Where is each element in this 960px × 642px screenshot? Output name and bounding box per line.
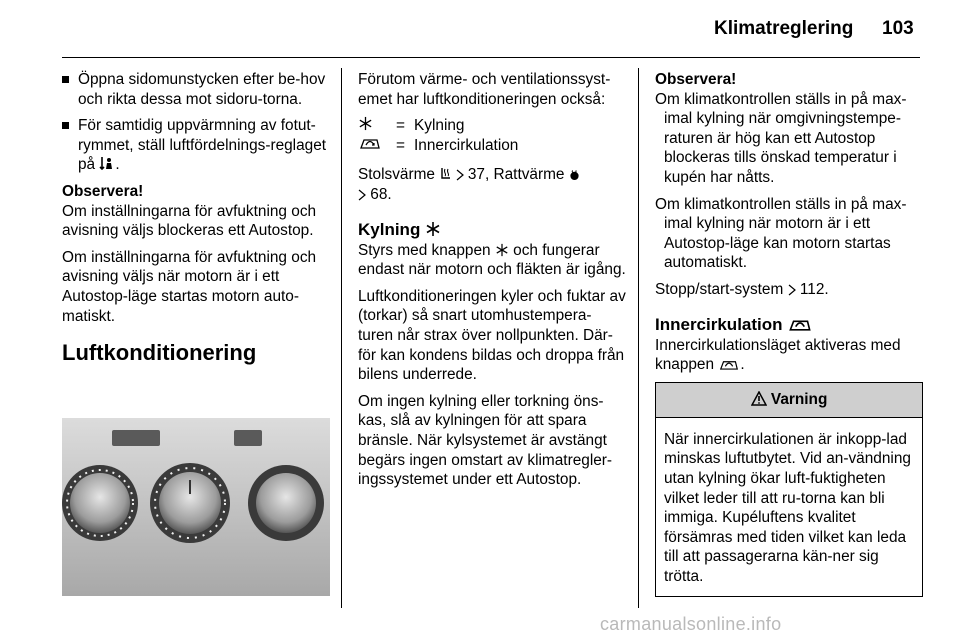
warning-header: [656, 383, 922, 418]
rear-defrost-button: [234, 430, 262, 446]
symbol-definitions: [358, 116, 626, 155]
recirculation-icon: [787, 317, 813, 332]
note-title: Observera!: [62, 182, 144, 200]
steering-wheel-heating-icon: [569, 169, 580, 181]
climate-control-photo: [62, 378, 330, 596]
xref-text: 37, Rattvärme: [467, 166, 565, 184]
heading-text: Innercirkulation: [655, 314, 783, 334]
air-distribution-knob: [256, 473, 316, 533]
header-rule: [62, 57, 920, 58]
intro-paragraph: Förutom värme- och ventilationssyst-emet har luftkonditioneringen också:: [358, 71, 611, 108]
right-column: [655, 70, 923, 597]
column-divider: [341, 68, 342, 608]
paragraph-text: och fungerar endast när motorn och fläkten är igång.: [358, 241, 626, 279]
note-title: Observera!: [655, 71, 737, 88]
snowflake-icon: [425, 221, 441, 237]
cross-reference: [655, 280, 923, 300]
note-paragraph: Om klimatkontrollen ställs in på max-imal kylning när motorn är i ett Autostop-läge kan motorn startas automatiskt.: [655, 195, 907, 272]
snowflake-icon: [495, 243, 509, 257]
page-header: [0, 0, 960, 50]
list-item: [62, 116, 330, 175]
innercirkulation-paragraph: [655, 336, 923, 375]
seat-heating-icon: [439, 167, 451, 181]
definition-label: Kylning: [414, 117, 465, 135]
bullet-square: [62, 122, 69, 129]
punctuation: .: [740, 356, 745, 374]
paragraph-text: Styrs med knappen: [358, 241, 491, 259]
xref-text: 112.: [799, 280, 829, 298]
page-reference-icon: [358, 189, 366, 201]
kylning-heading: [358, 219, 626, 241]
equals-sign: =: [396, 117, 405, 135]
snowflake-icon: [358, 116, 396, 136]
watermark: carmanualsonline.info: [600, 614, 782, 634]
kylning-paragraph: Om ingen kylning eller torkning öns-kas, slå av kylningen för att spara bränsle. När kylsystemet är avstängt begärs ingen omstart av klimatregler-ingssystemet under ett Autostop.: [358, 392, 613, 489]
kylning-paragraph: [358, 241, 626, 280]
warning-box: [655, 382, 923, 598]
recirculation-icon: [358, 136, 396, 156]
page-reference-icon: [456, 169, 464, 181]
punctuation: .: [115, 156, 120, 174]
column-divider: [638, 68, 639, 608]
page-number: 103: [882, 18, 914, 39]
list-item: [62, 70, 330, 109]
page-reference-icon: [788, 284, 796, 296]
note-paragraph: Om inställningarna för avfuktning och avisning väljs när motorn är i ett Autostop-läge startas motorn auto-matiskt.: [62, 248, 317, 325]
page-title: Klimatreglering: [714, 18, 854, 39]
bullet-square: [62, 76, 69, 83]
xref-text: Stolsvärme: [358, 166, 435, 184]
middle-column: [358, 70, 626, 497]
innercirkulation-heading: [655, 314, 923, 336]
equals-sign: =: [396, 136, 405, 154]
cross-reference: [358, 165, 626, 204]
temperature-knob: [70, 473, 130, 533]
definition-label: Innercirkulation: [414, 136, 519, 154]
left-column: [62, 70, 330, 596]
recirculation-icon: [718, 358, 740, 371]
ac-buttons: [112, 430, 160, 446]
list-item-text: Öppna sidomunstycken efter be-hov och rikta dessa mot sidoru-torna.: [78, 71, 326, 108]
note-paragraph: Om inställningarna för avfuktning och avisning väljs blockeras ett Autostop.: [62, 202, 317, 240]
heading-text: Kylning: [358, 219, 421, 239]
kylning-paragraph: Luftkonditioneringen kyler och fuktar av (torkar) så snart utomhustempera-turen når strax över nollpunkten. Där-för kan kondens bildas och droppa från bilens underrede.: [358, 287, 626, 384]
xref-text: 68.: [370, 185, 392, 203]
warning-text: När innercirkulationen är inkopp-lad minskas luftutbytet. Vid an-vändning utan kylning ökar luft-fuktigheten vilket leder till att ru-torna kan bli immiga. Kupéluftens kvalitet försämras med tiden vilket kan leda till att passagerarna kän-ner sig trötta.: [664, 430, 911, 585]
footwell-airflow-icon: [99, 156, 115, 171]
paragraph-text: Innercirkulationsläget aktiveras med knappen: [655, 336, 901, 374]
warning-triangle-icon: [751, 391, 767, 406]
list-item-text: För samtidig uppvärmning av fotut-rymmet, ställ luftfördelnings-reglaget på: [78, 117, 327, 174]
note-paragraph: Om klimatkontrollen ställs in på max-imal kylning när omgivningstempe-raturen är hög kan ett Autostop blockeras tills önskad temperatur i kupén har nåtts.: [655, 90, 907, 186]
xref-text: Stopp/start-system: [655, 280, 784, 298]
warning-title: Varning: [770, 390, 828, 408]
section-heading: Luftkonditionering: [62, 340, 257, 366]
